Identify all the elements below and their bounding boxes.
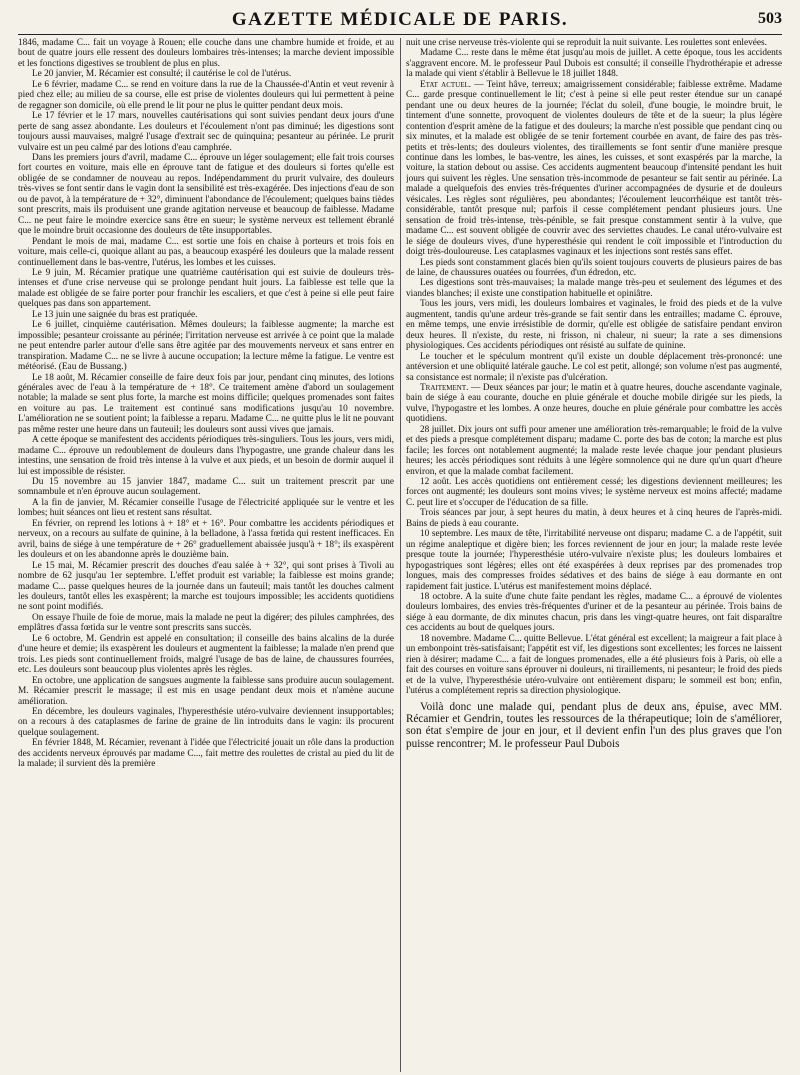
article-paragraph	[18, 153, 394, 237]
paragraph-text: 1846, madame C... fait un voyage à Rouen; elle couche dans une chambre humide et froide, et au bout de quatre jours elle ressent des douleurs lombaires très-intenses; la marche devient impossible et les fonctions digestives se troublent de plus en plus.	[18, 38, 394, 69]
article-paragraph	[18, 613, 394, 634]
paragraph-text: Le 15 mai, M. Récamier prescrit des douches d'eau salée à + 32°, qui sont prises à Tivoli au nombre de 62 jusqu'au 1er septembre. L'effet produit est variable; la faiblesse est moins grande; madame C... passe quelques heures de la journée dans un fauteuil; mais tantôt les douches calment les douleurs, tantôt elles les exaspèrent; la marche est toujours impossible; les accidents quotidiens ne sont point modifiés.	[18, 560, 394, 613]
article-paragraph	[18, 634, 394, 676]
paragraph-text: En février, on reprend les lotions à + 18° et + 16°. Pour combattre les accidents périodiques et nerveux, on a recours au sulfate de quinine, à la belladone, à l'assa fœtida qui restent inefficaces. En avril, bains de siége à une température de + 26° graduellement abaissée jusqu'à + 18°; ils exaspèrent les douleurs et on les abandonne après le douzième bain.	[18, 518, 394, 561]
paragraph-text: — Teint hâve, terreux; amaigrissement considérable; faiblesse extrême. Madame C... garde presque continuellement le lit; c'est à peine si elle peut rester étendue sur un canapé pendant une ou deux heures de la journée; l'éclat du soleil, d'une bougie, le moindre bruit, le tintement d'une sonnette, provoquent de violentes douleurs de tête et de la sueur; la plus légère contention d'esprit amène de la fatigue et des douleurs; la marche n'est possible que pendant cinq ou six minutes, et la malade est obligée de se tenir fortement courbée en avant, de faire des pas très-petits et très-lents; des douleurs violentes, des tiraillements se font sentir d'une manière presque continue dans les lombes, le bas-ventre, les aines, les cuisses, et sont exaspérés par la marche, la voiture, la station debout ou assise. Ces accidents augmentent beaucoup d'intensité pendant les huit jours qui suivent les règles. Une sensation très-incommode de pesanteur se fait sentir au périnée. La malade a quelquefois des envies très-fréquentes d'uriner accompagnées de dysurie et de douleurs vésicales. Les règles sont régulières, peu abondantes; l'écoulement leucorrhéique est tantôt très-considérable, tantôt presque nul; parfois il cesse complétement pendant plusieurs jours. Une sensation de froid très-intense, très-pénible, se fait presque constamment sentir à la vulve, que madame C... est souvent obligée de couvrir avec des serviettes chaudes. Le canal utéro-vulvaire est le siége de douleurs vives, d'une hyperesthésie qui rendent le coït impossible et l'introduction du doigt très-douloureuse. Les cataplasmes vaginaux et les injections sont restés sans effet.	[406, 79, 782, 258]
article-paragraph	[406, 299, 782, 351]
paragraph-text: Du 15 novembre au 15 janvier 1847, madame C... suit un traitement prescrit par une somnambule et n'en éprouve aucun soulagement.	[18, 477, 394, 498]
paragraph-text: Les pieds sont constamment glacés bien qu'ils soient toujours couverts de plusieurs paires de bas de laine, de chaussures ouatées ou fourrées, d'un édredon, etc.	[406, 257, 782, 278]
right-column	[406, 38, 782, 1072]
paragraph-text: En février 1848, M. Récamier, revenant à l'idée que l'électricité jouait un rôle dans la production des accidents nerveux éprouvés par madame C..., fait mettre des roulettes de cristal au pied du lit de la malade; il survient dès la première	[18, 738, 394, 770]
paragraph-text: Madame C... reste dans le même état jusqu'au mois de juillet. A cette époque, tous les accidents s'aggravent encore. M. le professeur Paul Dubois est consulté; il conseille l'hydrothérapie et adresse la malade qui vient s'établir à Bellevue le 18 juillet 1848.	[406, 48, 782, 80]
paragraph-text: Le toucher et le spéculum montrent qu'il existe un double déplacement très-prononcé: une antéversion et une obliquité latérale gauche. Le col est petit, allongé; son volume n'est pas augmenté, sa consistance est normale; il n'existe pas d'ulcération.	[406, 351, 782, 383]
paragraph-text: Pendant le mois de mai, madame C... est sortie une fois en chaise à porteurs et trois fois en voiture, mais celle-ci, quoique allant au pas, a beaucoup exaspéré les douleurs que la malade ressent continuellement dans le bas-ventre, l'utérus, les lombes et les cuisses.	[18, 236, 394, 268]
article-paragraph	[18, 477, 394, 498]
article-paragraph	[18, 498, 394, 519]
paragraph-text: 12 août. Les accès quotidiens ont entièrement cessé; les digestions deviennent meilleures; les forces ont augmenté; les douleurs sont moins vives; le système nerveux est moins affecté; madame C. peut lire et s'occuper de l'éducation de sa fille.	[406, 477, 782, 508]
article-paragraph	[406, 592, 782, 634]
article-paragraph	[18, 80, 394, 111]
paragraph-text: 18 octobre. A la suite d'une chute faite pendant les règles, madame C... a éprouvé de violentes douleurs lombaires, des envies très-fréquentes d'uriner et de la pesanteur au périnée. Trois bains de siége à eau dormante, de dix minutes chacun, pris dans les vingt-quatre heures, ont fait disparaître ces accidents au bout de quelques jours.	[406, 592, 782, 634]
paragraph-text: Le 13 juin une saignée du bras est pratiquée.	[32, 309, 198, 320]
paragraph-text: Le 9 juin, M. Récamier pratique une quatrième cautérisation qui est suivie de douleurs très-intenses et d'une crise nerveuse qui se prolonge pendant huit jours. La faiblesse est telle que la malade est obligée de se faire porter pour franchir les escaliers, et que c'est à peine si elle peut faire quelques pas dans son appartement.	[18, 267, 394, 310]
article-paragraph	[18, 320, 394, 372]
journal-title: GAZETTE MÉDICALE DE PARIS.	[231, 9, 569, 30]
paragraph-text: Tous les jours, vers midi, les douleurs lombaires et vaginales, le froid des pieds et de la vulve augmentent, tandis qu'une ardeur très-grande se fait sentir dans les entrailles; madame C. éprouve, en même temps, une envie irrésistible de dormir, qu'elle est obligée de satisfaire pendant environ deux heures. Il n'existe, du reste, ni frisson, ni chaleur, ni sueur; la rate a ses dimensions physiologiques. Ces accidents périodiques ont résisté au sulfate de quinine.	[406, 299, 782, 352]
paragraph-text: En octobre, une application de sangsues augmente la faiblesse sans produire aucun soulagement. M. Récamier prescrit le massage; il est mis en usage pendant deux mois et n'amène aucune amélioration.	[18, 675, 394, 707]
paragraph-text: Le 20 janvier, M. Récamier est consulté; il cautérise le col de l'utérus.	[32, 69, 292, 80]
article-paragraph	[18, 707, 394, 738]
paragraph-text: Dans les premiers jours d'avril, madame C... éprouve un léger soulagement; elle fait trois courses fort courtes en voiture, mais elle en éprouve tant de fatigue et des douleurs si fortes qu'elle est obligée de se condamner de nouveau au repos. Indépendamment du prurit vulvaire, des douleurs très-vives se font sentir dans le vagin dont la sensibilité est très-exagérée. Des injections d'eau de son ou de pavot, à la température de + 32°, diminuent l'abondance de l'écoulement; quelques bains tièdes sont prescrits, mais ils produisent une grande agitation nerveuse et beaucoup de faiblesse. Madame C... ne peut faire le moindre exercice sans être en sueur; le système nerveux est tellement ébranlé que le moindre bruit occasionne des douleurs de tête insupportables.	[18, 152, 394, 237]
article-paragraph	[18, 38, 394, 69]
article-paragraph	[406, 383, 782, 425]
paragraph-text: En décembre, les douleurs vaginales, l'hyperesthésie utéro-vulvaire deviennent insupportables; on a recours à des cataplasmes de farine de graine de lin introduits dans le vagin: ils procurent quelque soulagement.	[18, 707, 394, 738]
paragraph-text: Le 6 juillet, cinquième cautérisation. Mêmes douleurs; la faiblesse augmente; la marche est impossible; pesanteur croissante au périnée; l'irritation nerveuse est arrivée à ce point que la malade ne peut entendre parler autour d'elle sans être agitée par des mouvements nerveux et sans entrer en transpiration. Madame C... ne se livre à aucune occupation; la lecture même la fatigue. Le ventre est météorisé. (Eau de Bussang.)	[18, 320, 394, 373]
paragraph-text: Le 18 août, M. Récamier conseille de faire deux fois par jour, pendant cinq minutes, des lotions générales avec de l'eau à la température de + 18°. Ce traitement amène d'abord un soulagement notable; la malade se sent plus forte, la marche est moins difficile; quelques promenades sont faites en voiture au pas. Le traitement est continué sans modifications jusqu'au 10 novembre. L'amélioration ne se soutient point; la faiblesse a reparu. Madame C... ne quitte plus le lit ne pouvant pas même rester une heure dans un fauteuil; les douleurs sont aussi vives que jamais.	[18, 372, 394, 435]
article-paragraph	[18, 676, 394, 707]
page-number: 503	[758, 10, 782, 27]
article-paragraph	[406, 278, 782, 299]
paragraph-text: On essaye l'huile de foie de morue, mais la malade ne peut la digérer; des pilules camphrées, des emplâtres d'assa fœtida sur le ventre sont prescrits sans succès.	[18, 612, 394, 634]
article-paragraph	[18, 738, 394, 769]
article-paragraph	[18, 111, 394, 153]
article-paragraph	[18, 310, 394, 320]
paragraph-text: 28 juillet. Dix jours ont suffi pour amener une amélioration très-remarquable; le froid de la vulve et des pieds a presque complétement disparu; madame C. porte des bas de coton; la marche est plus facile; les forces ont notablement augmenté; la malade reste levée chaque jour pendant plusieurs heures; les accès périodiques sont réduits à une légère somnolence qui ne dure qu'un quart d'heure environ, et que la malade combat facilement.	[406, 424, 782, 477]
article-paragraph	[406, 529, 782, 592]
article-paragraph	[406, 38, 782, 48]
article-paragraph	[406, 48, 782, 79]
page-header	[18, 6, 782, 35]
column-divider	[400, 38, 401, 1072]
article-paragraph	[18, 237, 394, 268]
article-paragraph	[18, 373, 394, 436]
article-paragraph	[406, 508, 782, 529]
article-paragraph	[406, 258, 782, 279]
article-paragraph	[406, 352, 782, 383]
paragraph-text: Trois séances par jour, à sept heures du matin, à deux heures et à cinq heures de l'après-midi. Bains de pieds à eau courante.	[406, 508, 782, 529]
paragraph-text: 10 septembre. Les maux de tête, l'irritabilité nerveuse ont disparu; madame C. a de l'appétit, suit un régime analeptique et digère bien; les forces reviennent de jour en jour; la malade reste levée presque toute la journée; l'hyperesthésie utéro-vulvaire n'existe plus; les douleurs lombaires et hypogastriques sont légères; elles ont été exaspérées à deux reprises par des promenades trop longues, mais des compresses froides sédatives et des bains de siége à eau dormante en ont rapidement fait justice. L'utérus est manifestement moins déplacé.	[406, 529, 782, 592]
article-paragraph	[406, 425, 782, 477]
paragraph-text: A la fin de janvier, M. Récamier conseille l'usage de l'électricité appliquée sur le ventre et les lombes; huit séances ont lieu et restent sans résultat.	[18, 497, 394, 519]
article-paragraph	[18, 435, 394, 477]
paragraph-text: A cette époque se manifestent des accidents périodiques très-singuliers. Tous les jours, vers midi, madame C... éprouve un redoublement de douleurs dans l'hypogastre, une grande chaleur dans les intestins, une sensation de froid très intense à la vulve et aux pieds, et un besoin de dormir auquel il lui est impossible de résister.	[18, 435, 394, 477]
article-paragraph	[18, 561, 394, 613]
article-paragraph	[18, 69, 394, 79]
paragraph-text: Le 6 février, madame C... se rend en voiture dans la rue de la Chaussée-d'Antin et veut revenir à pied chez elle; au milieu de sa course, elle est prise de violentes douleurs qui lui permettent à peine de regagner son domicile, où elle prend le lit pour ne plus le quitter pendant deux mois.	[18, 79, 394, 111]
section-lead: Etat actuel.	[420, 79, 472, 90]
article-paragraph	[406, 477, 782, 508]
paragraph-text: nuit une crise nerveuse très-violente qui se reproduit la nuit suivante. Les roulettes sont enlevées.	[406, 38, 767, 48]
article-columns	[18, 38, 782, 1072]
paragraph-text: Les digestions sont très-mauvaises; la malade mange très-peu et seulement des légumes et des viandes blanches; il existe une constipation habituelle et opiniâtre.	[406, 278, 782, 299]
paragraph-text: 18 novembre. Madame C... quitte Bellevue. L'état général est excellent; la maigreur a fait place à un embonpoint très-satisfaisant; l'appétit est vif, les digestions sont excellentes; les forces ne laissent rien à désirer; madame C... a fait de longues promenades, elle a été plusieurs fois à Paris, où elle a fait des courses en voiture sans éprouver ni douleurs, ni tiraillements, ni pesanteur; le froid des pieds et de la vulve, l'hyperesthésie utéro-vulvaire ont entièrement disparu; le sommeil est bon; enfin, l'utérus a complétement repris sa direction physiologique.	[406, 633, 782, 697]
article-paragraph	[18, 268, 394, 310]
left-column	[18, 38, 394, 1072]
article-paragraph	[406, 634, 782, 697]
paragraph-text: Le 6 octobre, M. Gendrin est appelé en consultation; il conseille des bains alcalins de la durée d'une heure et demie; ils exaspèrent les douleurs et augmentent la faiblesse; la malade n'en prend que trois. Les pieds sont continuellement froids, malgré l'usage de bas de laine, de chaussures fourrées, etc. Les douleurs sont beaucoup plus violentes après les règles.	[18, 633, 394, 676]
paragraph-text: — Deux séances par jour; le matin et à quatre heures, douche ascendante vaginale, bain de siége à eau courante, douche en pluie générale et douche mobile dirigée sur les pieds, la vulve, l'hypogastre et les lombes. A onze heures, douche en pluie générale pour combattre les accès quotidiens.	[406, 382, 782, 425]
closing-paragraph: Voilà donc une malade qui, pendant plus de deux ans, épuise, avec MM. Récamier et Gendrin, toutes les ressources de la thérapeutique; loin de s'améliorer, son état s'empire de jour en jour, et il devient enfin l'un des plus graves que l'on puisse rencontrer; M. le professeur Paul Dubois	[406, 700, 782, 750]
section-lead: Traitement.	[420, 382, 469, 393]
article-paragraph	[18, 519, 394, 561]
paragraph-text: Le 17 février et le 17 mars, nouvelles cautérisations qui sont suivies pendant deux jours d'une perte de sang assez abondante. Les douleurs et l'écoulement n'ont pas diminué; les digestions sont toujours aussi mauvaises, malgré l'usage d'extrait sec de quinquina; pesanteur au périnée. Le prurit vulvaire est un peu calmé par des lotions d'eau camphrée.	[18, 111, 394, 153]
article-paragraph	[406, 80, 782, 258]
